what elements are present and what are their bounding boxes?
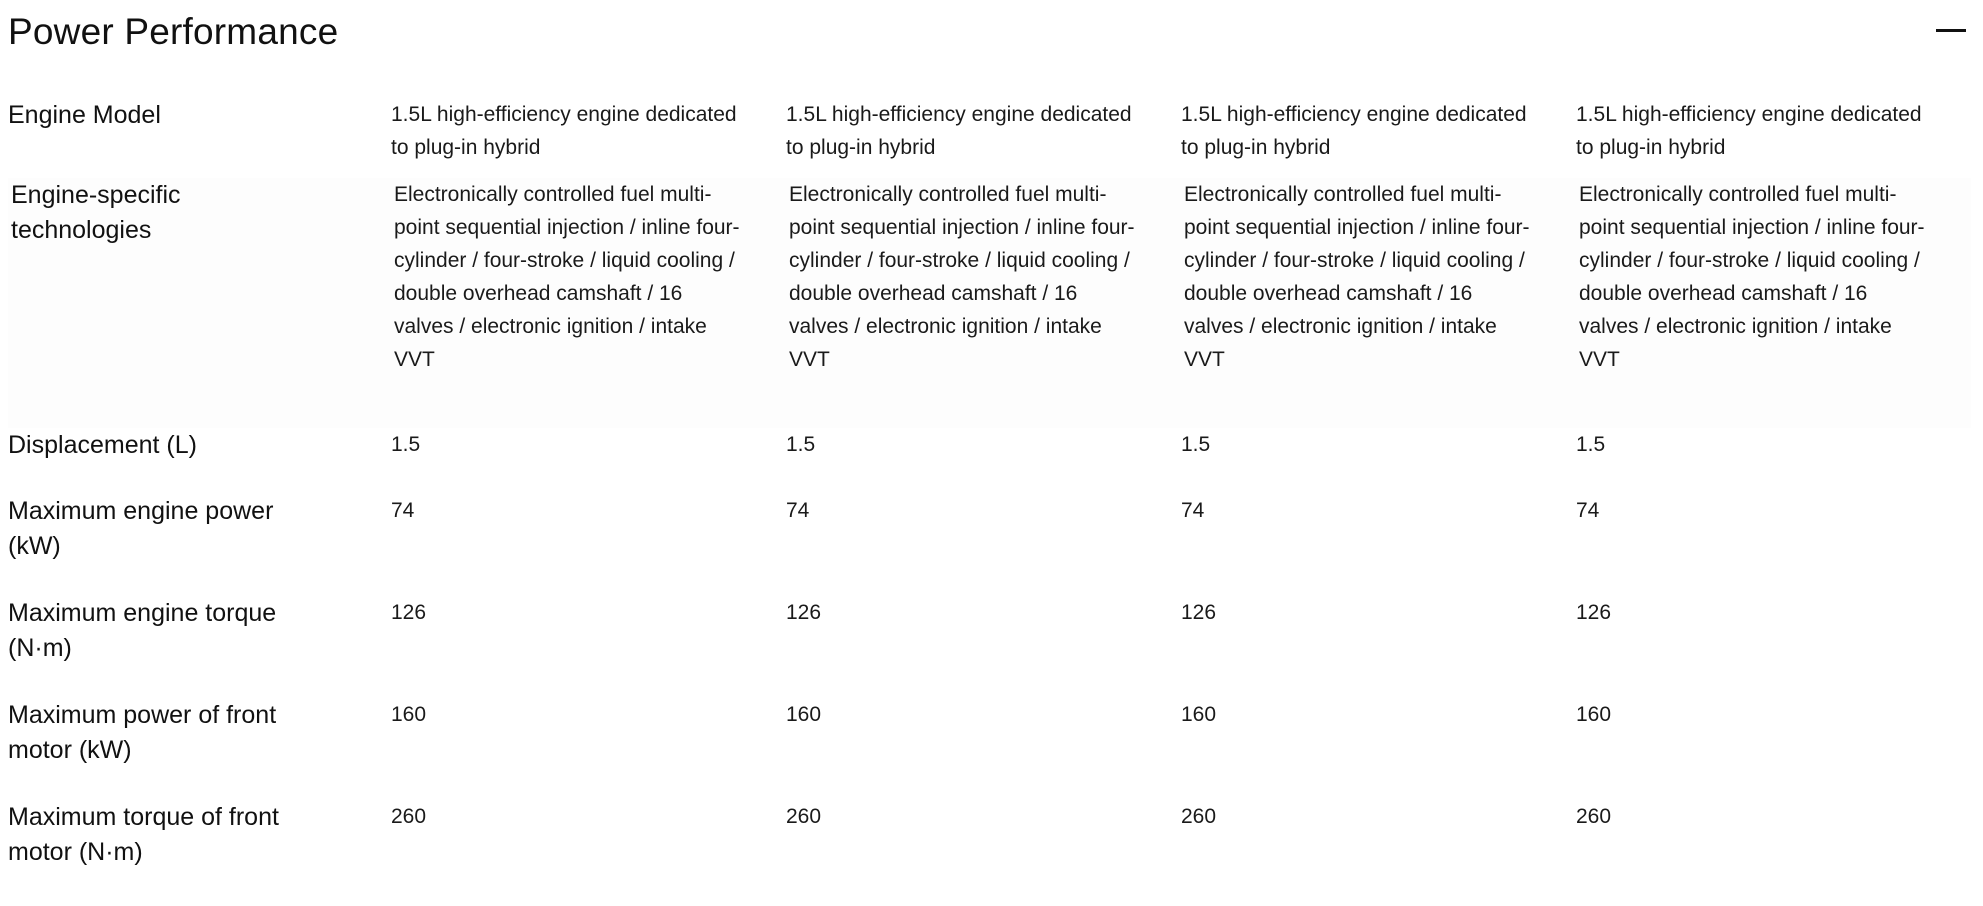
table-cell: Electronically controlled fuel multi-point sequential injection / inline four-cylinder / four-stroke / liquid cooling / double overhead camshaft / 16 valves / electronic ignition / intake VVT (1181, 178, 1576, 428)
row-label: Maximum engine power (kW) (8, 497, 274, 560)
section-header (8, 6, 1970, 56)
table-cell: 126 (1181, 601, 1217, 624)
row-label: Maximum torque of front motor (N·m) (8, 803, 279, 866)
table-cell: 160 (786, 703, 822, 726)
table-cell: 160 (391, 703, 427, 726)
table-row-front-motor-power (8, 698, 1971, 800)
table-cell: Electronically controlled fuel multi-point sequential injection / inline four-cylinder / four-stroke / liquid cooling / double overhead camshaft / 16 valves / electronic ignition / intake VVT (786, 178, 1181, 428)
table-row-max-engine-torque (8, 596, 1971, 698)
table-cell: 260 (1181, 805, 1217, 828)
table-cell: 1.5 (786, 433, 816, 456)
row-label: Maximum power of front motor (kW) (8, 701, 277, 764)
collapse-button[interactable] (1934, 20, 1968, 40)
table-cell: 1.5L high-efficiency engine dedicated to plug-in hybrid (786, 103, 1132, 159)
table-cell: 1.5L high-efficiency engine dedicated to plug-in hybrid (1576, 103, 1922, 159)
table-cell: 260 (1576, 805, 1612, 828)
table-cell: 260 (391, 805, 427, 828)
table-cell: 160 (1181, 703, 1217, 726)
row-label: Displacement (L) (8, 431, 197, 459)
table-cell: 74 (1181, 499, 1205, 522)
spec-table (8, 98, 1971, 890)
table-row-displacement (8, 428, 1971, 494)
table-row-engine-technologies (8, 178, 1971, 428)
table-cell: 1.5 (1576, 433, 1606, 456)
row-label: Engine-specific technologies (8, 178, 391, 428)
page-title: Power Performance (8, 11, 339, 52)
table-cell: 1.5L high-efficiency engine dedicated to plug-in hybrid (1181, 103, 1527, 159)
row-label: Maximum engine torque (N·m) (8, 599, 277, 662)
table-cell: 126 (786, 601, 822, 624)
table-cell: 74 (786, 499, 810, 522)
table-cell: 1.5 (1181, 433, 1211, 456)
table-cell: 1.5L high-efficiency engine dedicated to plug-in hybrid (391, 103, 737, 159)
table-row-engine-model (8, 98, 1971, 178)
table-cell: 126 (1576, 601, 1612, 624)
table-cell: 1.5 (391, 433, 421, 456)
table-cell: 160 (1576, 703, 1612, 726)
table-cell: 74 (391, 499, 415, 522)
row-label: Engine Model (8, 101, 161, 129)
table-row-front-motor-torque (8, 800, 1971, 890)
minus-icon (1936, 29, 1966, 32)
table-cell: 74 (1576, 499, 1600, 522)
table-row-max-engine-power (8, 494, 1971, 596)
table-cell: Electronically controlled fuel multi-point sequential injection / inline four-cylinder / four-stroke / liquid cooling / double overhead camshaft / 16 valves / electronic ignition / intake VVT (391, 178, 786, 428)
table-cell: Electronically controlled fuel multi-point sequential injection / inline four-cylinder / four-stroke / liquid cooling / double overhead camshaft / 16 valves / electronic ignition / intake VVT (1576, 178, 1971, 428)
table-cell: 126 (391, 601, 427, 624)
table-cell: 260 (786, 805, 822, 828)
